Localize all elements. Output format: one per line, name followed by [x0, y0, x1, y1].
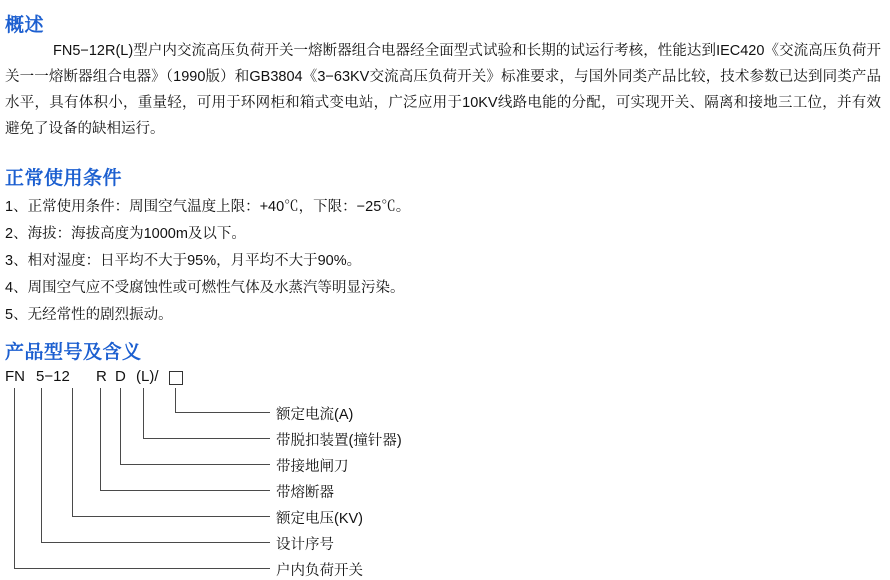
leader-vline-1	[175, 388, 176, 412]
leader-hline-6	[41, 542, 270, 543]
leader-label-with-fuse: 带熔断器	[276, 485, 334, 501]
overview-heading: 概述	[5, 15, 45, 36]
leader-hline-4	[100, 490, 270, 491]
normal-conditions-list	[5, 194, 705, 329]
leader-vline-6	[41, 388, 42, 542]
list-item: 4、周围空气应不受腐蚀性或可燃性气体及水蒸汽等明显污染。	[5, 280, 405, 296]
leader-label-indoor-load-switch: 户内负荷开关	[276, 563, 363, 579]
leader-vline-7	[14, 388, 15, 568]
code-token-r: R	[96, 368, 107, 385]
leader-label-tripping-device: 带脱扣装置(撞针器)	[276, 433, 402, 449]
list-item: 5、无经常性的剧烈振动。	[5, 307, 173, 323]
leader-label-earthing-knife: 带接地闸刀	[276, 459, 349, 475]
code-token-fn: FN	[5, 368, 25, 385]
leader-label-design-serial: 设计序号	[276, 537, 334, 553]
leader-vline-4	[100, 388, 101, 490]
code-token-l-slash: (L)/	[136, 368, 159, 385]
normal-conditions-heading: 正常使用条件	[5, 168, 123, 189]
leader-hline-5	[72, 516, 270, 517]
leader-vline-3	[120, 388, 121, 464]
leader-hline-2	[143, 438, 270, 439]
leader-vline-2	[143, 388, 144, 438]
leader-label-rated-current: 额定电流(A)	[276, 407, 354, 423]
list-item: 3、相对湿度：日平均不大于95%，月平均不大于90%。	[5, 253, 362, 269]
leader-hline-1	[175, 412, 270, 413]
code-token-blank-box	[169, 371, 183, 385]
leader-hline-3	[120, 464, 270, 465]
leader-hline-7	[14, 568, 270, 569]
list-item: 2、海拔：海拔高度为1000m及以下。	[5, 226, 246, 242]
code-token-5-12: 5−12	[36, 368, 70, 385]
leader-label-rated-voltage: 额定电压(KV)	[276, 511, 363, 527]
list-item: 1、正常使用条件：周围空气温度上限：+40℃，下限：−25℃。	[5, 199, 411, 215]
overview-paragraph: FN5−12R(L)型户内交流高压负荷开关一熔断器组合电器经全面型式试验和长期的试运行考核，性能达到IEC420《交流高压负荷开关一一熔断器组合电器》（1990版）和GB3804《3−63KV交流高压负荷开关》标准要求，与国外同类产品比较，技术参数已达到同类产品水平，具有体积小，重量轻，可用于环网柜和箱式变电站，广泛应用于10KV线路电能的分配，可实现开关、隔离和接地三工位，并有效避免了设备的缺相运行。	[5, 43, 881, 137]
model-designation-diagram	[0, 368, 890, 579]
leader-vline-5	[72, 388, 73, 516]
model-designation-heading: 产品型号及含义	[5, 342, 142, 363]
code-token-d: D	[115, 368, 126, 385]
